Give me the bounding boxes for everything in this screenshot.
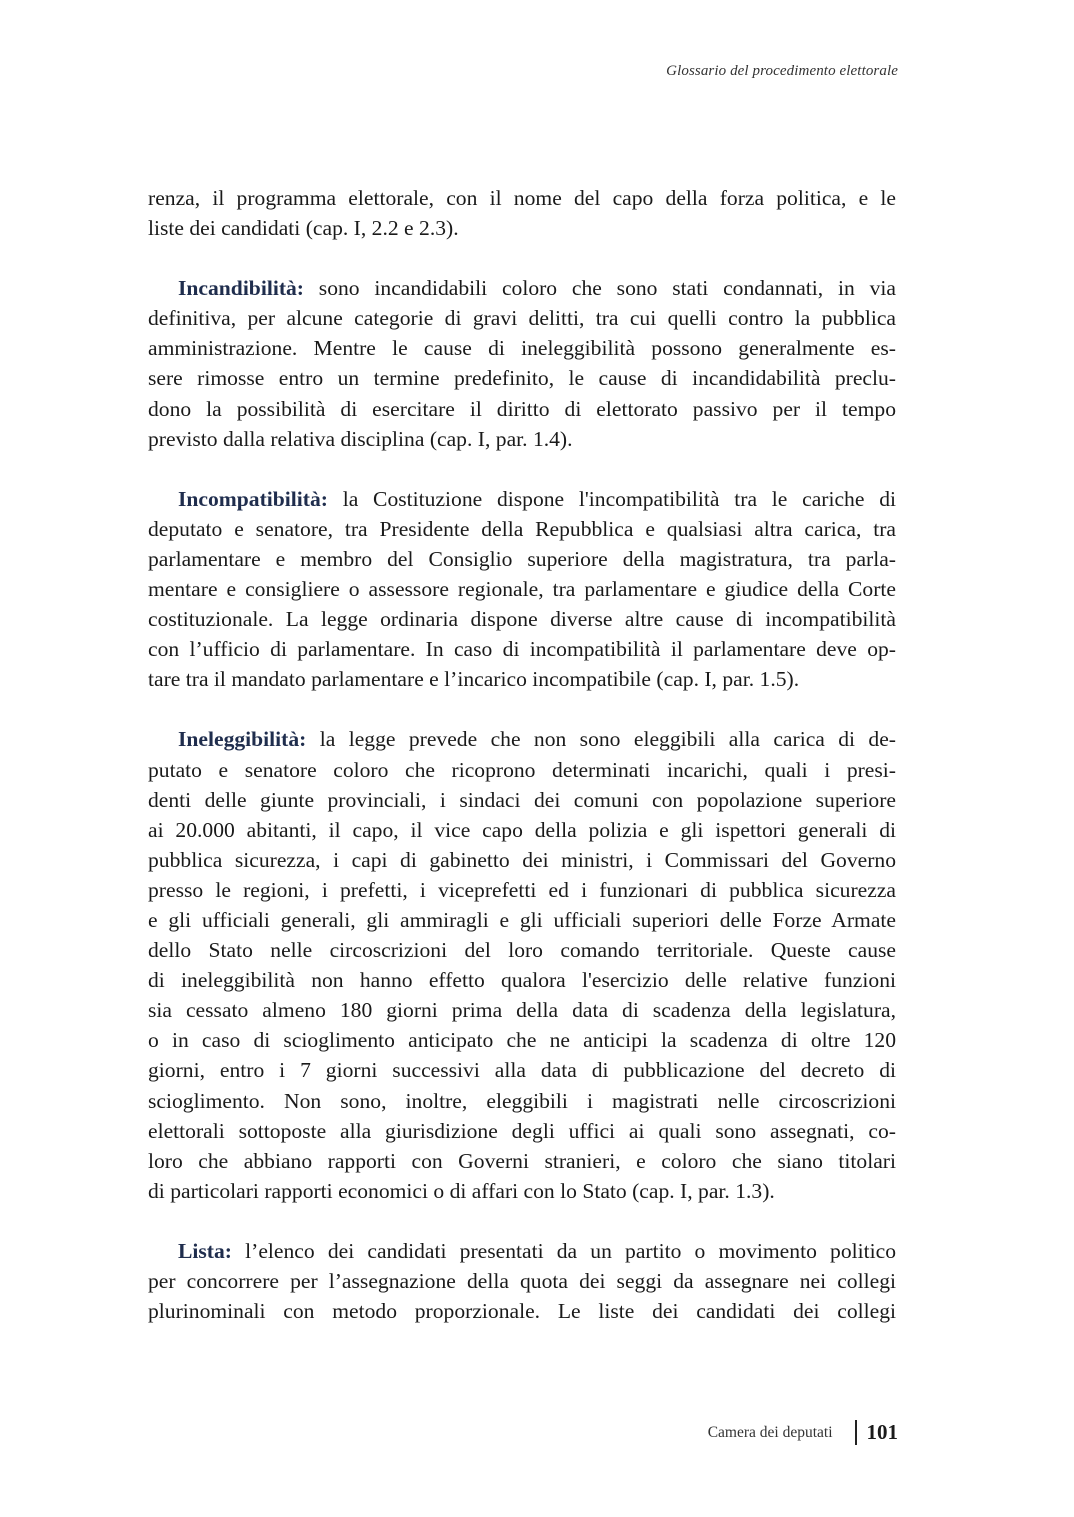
text-line: plurinominali con metodo proporzionale. Le liste dei candidati dei collegi <box>148 1299 896 1324</box>
page-number: 101 <box>866 1420 898 1444</box>
publisher-name: Camera dei deputati <box>707 1423 833 1441</box>
text-line: o in caso di scioglimento anticipato che ne anticipi la scadenza di oltre 120 <box>148 1028 896 1053</box>
text-line: tare tra il mandato parlamentare e l’incarico incompatibile (cap. I, par. 1.5). <box>148 667 800 692</box>
text-line: giorni, entro i 7 giorni successivi alla data di pubblicazione del decreto di <box>148 1058 896 1083</box>
text-line: elettorali sottoposte alla giurisdizione degli uffici ai quali sono assegnati, co- <box>148 1118 896 1143</box>
text-line: per concorrere per l’assegnazione della quota dei seggi da assegnare nei collegi <box>148 1269 896 1293</box>
text-line: definitiva, per alcune categorie di gravi delitti, tra cui quelli contro la pubblica <box>148 306 896 331</box>
page-body <box>148 183 896 1326</box>
text-line: di particolari rapporti economici o di affari con lo Stato (cap. I, par. 1.3). <box>148 1178 775 1203</box>
continuation-paragraph <box>148 183 896 243</box>
text-line: di ineleggibilità non hanno effetto qualora l'esercizio delle relative funzioni <box>148 968 896 993</box>
text-line: liste dei candidati (cap. I, 2.2 e 2.3). <box>148 216 459 241</box>
text-line: putato e senatore coloro che ricoprono determinati incarichi, quali i presi- <box>148 757 896 782</box>
text-line: scioglimento. Non sono, inoltre, eleggibili i magistrati nelle circoscrizioni <box>148 1088 896 1113</box>
glossary-entry-ineleggibilita <box>148 724 896 1206</box>
text-line: sere rimosse entro un termine predefinito, le cause di incandidabilità preclu- <box>148 366 896 391</box>
text-line: la Costituzione dispone l'incompatibilità tra le cariche di <box>327 486 896 511</box>
text-line: denti delle giunte provinciali, i sindaci dei comuni con popolazione superiore <box>148 787 896 812</box>
footer-divider <box>855 1420 857 1445</box>
page-footer <box>708 1420 898 1445</box>
glossary-entry-incandibilita <box>148 273 896 454</box>
text-line: loro che abbiano rapporti con Governi stranieri, e coloro che siano titolari <box>148 1148 896 1173</box>
text-line: renza, il programma elettorale, con il nome del capo della forza politica, e le <box>148 186 896 210</box>
text-line: dono la possibilità di esercitare il diritto di elettorato passivo per il tempo <box>148 396 896 421</box>
text-line: sia cessato almeno 180 giorni prima della data di scadenza della legislatura, <box>148 998 896 1023</box>
running-header: Glossario del procedimento elettorale <box>666 63 898 79</box>
glossary-entry-incompatibilita <box>148 484 896 695</box>
text-line: presso le regioni, i prefetti, i viceprefetti ed i funzionari di pubblica sicurezza <box>148 877 896 902</box>
glossary-term: Lista: <box>178 1238 232 1263</box>
text-line: amministrazione. Mentre le cause di ineleggibilità possono generalmente es- <box>148 336 896 361</box>
text-line: costituzionale. La legge ordinaria dispone diverse altre cause di incompatibilità <box>148 607 896 632</box>
text-line: e gli ufficiali generali, gli ammiragli e gli ufficiali superiori delle Forze Armate <box>148 907 896 932</box>
text-line: parlamentare e membro del Consiglio superiore della magistratura, tra parla- <box>148 546 896 571</box>
text-line: deputato e senatore, tra Presidente della Repubblica e qualsiasi altra carica, tra <box>148 516 896 541</box>
text-line: pubblica sicurezza, i capi di gabinetto dei ministri, i Commissari del Governo <box>148 847 896 872</box>
glossary-term: Incandibilità: <box>178 276 304 301</box>
glossary-entry-lista <box>148 1236 896 1326</box>
text-line: mentare e consigliere o assessore regionale, tra parlamentare e giudice della Corte <box>148 577 896 602</box>
text-line: ai 20.000 abitanti, il capo, il vice capo della polizia e gli ispettori generali di <box>148 817 896 842</box>
text-line: previsto dalla relativa disciplina (cap. I, par. 1.4). <box>148 426 573 451</box>
text-line: con l’ufficio di parlamentare. In caso di incompatibilità il parlamentare deve op- <box>148 637 896 662</box>
text-line: l’elenco dei candidati presentati da un partito o movimento politico <box>231 1238 896 1263</box>
text-line: sono incandidabili coloro che sono stati condannati, in via <box>304 276 896 301</box>
glossary-term: Incompatibilità: <box>178 486 328 511</box>
glossary-term: Ineleggibilità: <box>178 727 307 752</box>
text-line: dello Stato nelle circoscrizioni del loro comando territoriale. Queste cause <box>148 938 896 963</box>
text-line: la legge prevede che non sono eleggibili alla carica di de- <box>306 727 896 752</box>
